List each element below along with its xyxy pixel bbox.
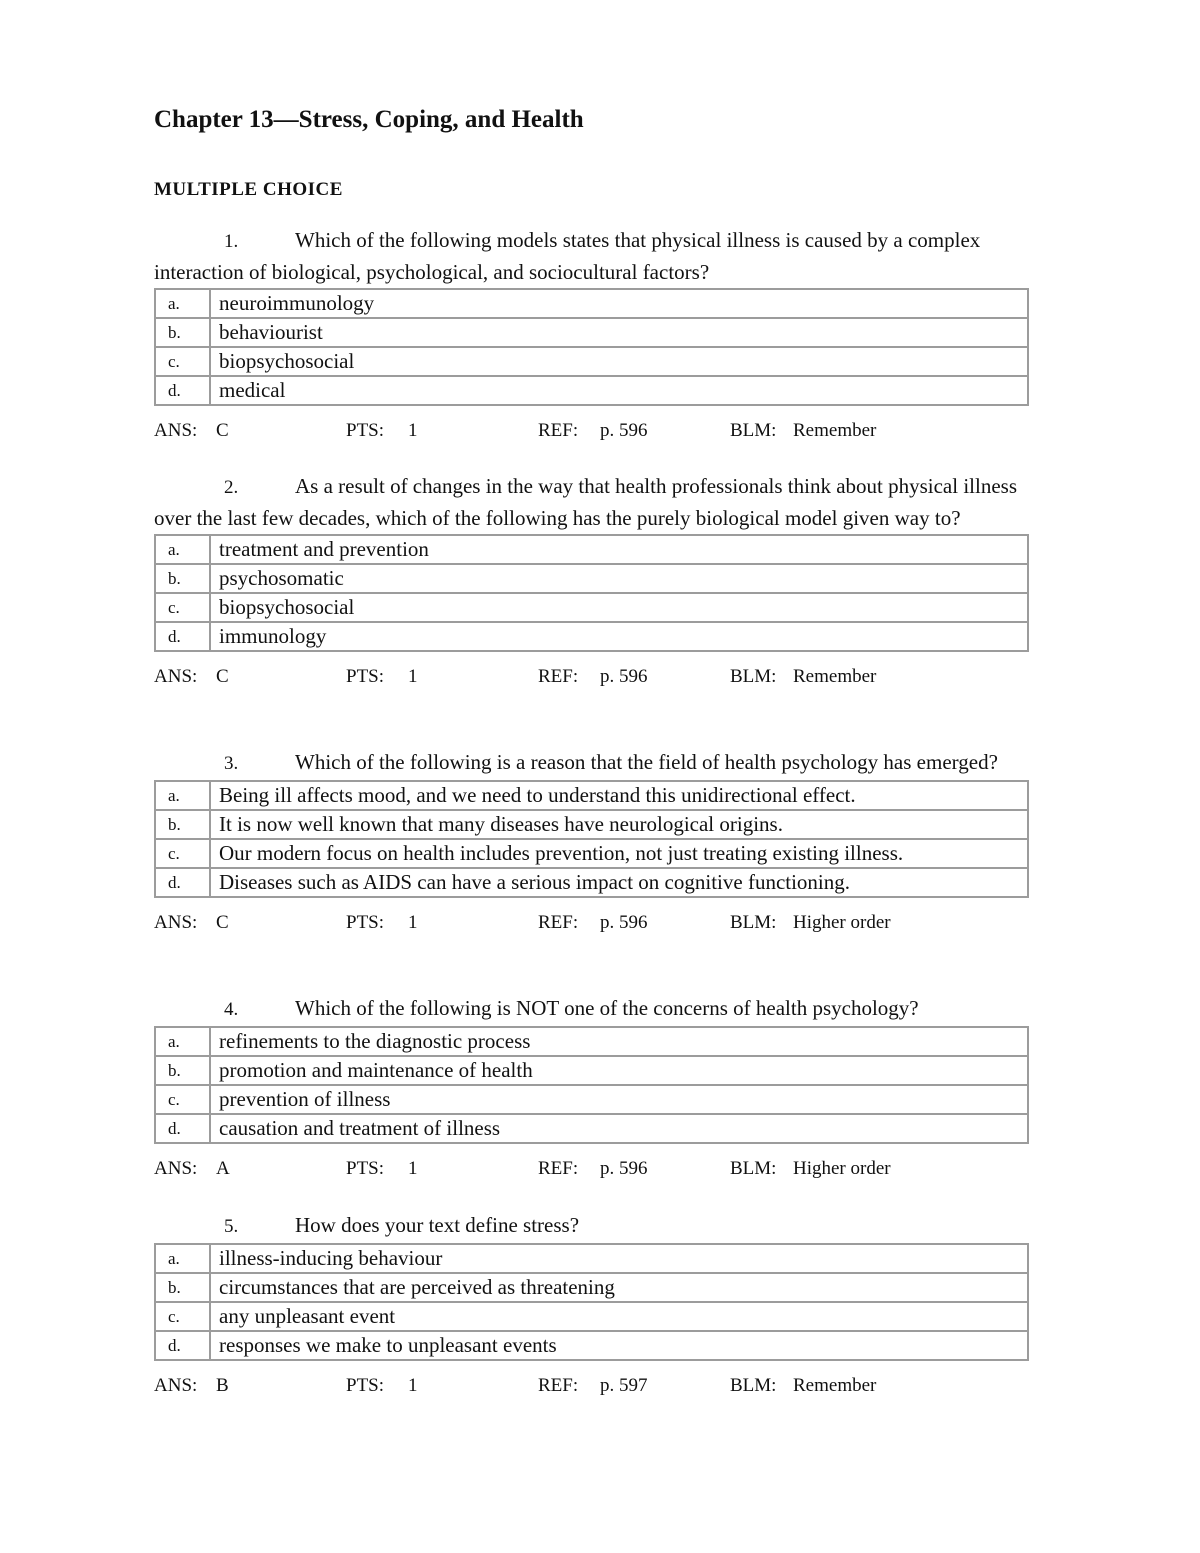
ref-label: REF: [538, 1158, 579, 1179]
answer-metadata [154, 1375, 1054, 1405]
choice-text: Our modern focus on health includes prevention, not just treating existing illness. [210, 839, 1028, 868]
choice-text: Being ill affects mood, and we need to understand this unidirectional effect. [210, 781, 1028, 810]
blm-label: BLM: [730, 912, 777, 933]
choice-letter: a. [155, 535, 210, 564]
question-stem [154, 1210, 1054, 1242]
choice-letter: c. [155, 1302, 210, 1331]
question-5 [154, 1210, 1054, 1405]
choice-text: circumstances that are perceived as threatening [210, 1273, 1028, 1302]
ans-label: ANS: [154, 420, 198, 441]
question-text: Which of the following models states that physical illness is caused by a complex interaction of biological, psychological, and sociocultural factors? [154, 228, 981, 284]
choice-letter: d. [155, 1114, 210, 1143]
blm-value: Higher order [793, 1158, 891, 1179]
ref-label: REF: [538, 420, 579, 441]
choice-text: responses we make to unpleasant events [210, 1331, 1028, 1360]
choice-text: psychosomatic [210, 564, 1028, 593]
ref-label: REF: [538, 1375, 579, 1396]
pts-label: PTS: [346, 420, 385, 441]
choice-row [155, 1302, 1028, 1331]
ref-value: p. 596 [600, 666, 648, 687]
choices-table [154, 1243, 1029, 1361]
choice-letter: a. [155, 781, 210, 810]
choice-text: any unpleasant event [210, 1302, 1028, 1331]
question-4 [154, 993, 1054, 1188]
choice-row [155, 564, 1028, 593]
choice-letter: c. [155, 593, 210, 622]
choice-letter: d. [155, 1331, 210, 1360]
choice-letter: a. [155, 1244, 210, 1273]
choices-table [154, 780, 1029, 898]
question-stem [154, 993, 1054, 1025]
question-text: Which of the following is NOT one of the concerns of health psychology? [295, 996, 919, 1020]
choice-row [155, 1244, 1028, 1273]
ans-value: C [216, 420, 229, 441]
ans-label: ANS: [154, 1375, 198, 1396]
ref-label: REF: [538, 666, 579, 687]
ans-value: A [216, 1158, 230, 1179]
choice-row [155, 535, 1028, 564]
question-number: 3. [224, 753, 239, 774]
choice-row [155, 1056, 1028, 1085]
choice-row [155, 810, 1028, 839]
pts-label: PTS: [346, 1158, 385, 1179]
choice-row [155, 1273, 1028, 1302]
section-heading: MULTIPLE CHOICE [154, 179, 343, 200]
question-text: Which of the following is a reason that the field of health psychology has emerged? [295, 750, 998, 774]
choice-row [155, 376, 1028, 405]
choice-row [155, 1085, 1028, 1114]
answer-metadata [154, 420, 1054, 450]
choice-text: prevention of illness [210, 1085, 1028, 1114]
blm-value: Remember [793, 420, 877, 441]
choice-letter: d. [155, 868, 210, 897]
question-1 [154, 225, 1054, 450]
question-stem [154, 225, 1054, 287]
choice-text: It is now well known that many diseases have neurological origins. [210, 810, 1028, 839]
choice-row [155, 318, 1028, 347]
choice-row [155, 1331, 1028, 1360]
blm-value: Remember [793, 666, 877, 687]
question-2 [154, 471, 1054, 696]
choices-table [154, 534, 1029, 652]
choice-row [155, 593, 1028, 622]
choice-row [155, 1114, 1028, 1143]
choice-letter: c. [155, 1085, 210, 1114]
question-number: 1. [224, 231, 239, 252]
ans-label: ANS: [154, 666, 198, 687]
blm-value: Higher order [793, 912, 891, 933]
question-stem [154, 747, 1054, 779]
choice-row [155, 781, 1028, 810]
choice-letter: b. [155, 564, 210, 593]
choice-letter: c. [155, 347, 210, 376]
question-text: How does your text define stress? [295, 1213, 580, 1237]
choice-text: immunology [210, 622, 1028, 651]
pts-label: PTS: [346, 912, 385, 933]
choice-letter: b. [155, 1056, 210, 1085]
ans-value: B [216, 1375, 229, 1396]
blm-label: BLM: [730, 666, 777, 687]
choice-text: illness-inducing behaviour [210, 1244, 1028, 1273]
choice-row [155, 289, 1028, 318]
pts-value: 1 [408, 912, 418, 933]
choice-letter: c. [155, 839, 210, 868]
ref-value: p. 597 [600, 1375, 648, 1396]
choice-letter: b. [155, 1273, 210, 1302]
ans-label: ANS: [154, 912, 198, 933]
question-text: As a result of changes in the way that health professionals think about physical illness over the last few decades, which of the following has the purely biological model given way to? [154, 474, 1018, 530]
choice-letter: a. [155, 289, 210, 318]
ans-value: C [216, 666, 229, 687]
blm-label: BLM: [730, 1375, 777, 1396]
choice-row [155, 347, 1028, 376]
choice-row [155, 1027, 1028, 1056]
blm-label: BLM: [730, 1158, 777, 1179]
pts-label: PTS: [346, 1375, 385, 1396]
answer-metadata [154, 666, 1054, 696]
blm-label: BLM: [730, 420, 777, 441]
choice-text: medical [210, 376, 1028, 405]
pts-value: 1 [408, 1158, 418, 1179]
ans-value: C [216, 912, 229, 933]
answer-metadata [154, 912, 1054, 942]
answer-metadata [154, 1158, 1054, 1188]
chapter-title: Chapter 13—Stress, Coping, and Health [154, 106, 584, 133]
choice-text: refinements to the diagnostic process [210, 1027, 1028, 1056]
choices-table [154, 288, 1029, 406]
ref-value: p. 596 [600, 912, 648, 933]
choice-text: neuroimmunology [210, 289, 1028, 318]
choice-text: treatment and prevention [210, 535, 1028, 564]
choice-row [155, 839, 1028, 868]
choice-row [155, 868, 1028, 897]
ref-value: p. 596 [600, 420, 648, 441]
question-3 [154, 747, 1054, 942]
choice-text: promotion and maintenance of health [210, 1056, 1028, 1085]
choice-text: biopsychosocial [210, 593, 1028, 622]
question-stem [154, 471, 1054, 533]
choice-letter: b. [155, 318, 210, 347]
choice-text: behaviourist [210, 318, 1028, 347]
choice-text: Diseases such as AIDS can have a serious impact on cognitive functioning. [210, 868, 1028, 897]
ref-value: p. 596 [600, 1158, 648, 1179]
choice-text: biopsychosocial [210, 347, 1028, 376]
pts-value: 1 [408, 1375, 418, 1396]
question-number: 4. [224, 999, 239, 1020]
ans-label: ANS: [154, 1158, 198, 1179]
choice-letter: a. [155, 1027, 210, 1056]
choices-table [154, 1026, 1029, 1144]
choice-letter: d. [155, 622, 210, 651]
choice-letter: b. [155, 810, 210, 839]
choice-text: causation and treatment of illness [210, 1114, 1028, 1143]
question-number: 5. [224, 1216, 239, 1237]
question-number: 2. [224, 477, 239, 498]
choice-letter: d. [155, 376, 210, 405]
ref-label: REF: [538, 912, 579, 933]
choice-row [155, 622, 1028, 651]
blm-value: Remember [793, 1375, 877, 1396]
pts-value: 1 [408, 666, 418, 687]
pts-value: 1 [408, 420, 418, 441]
pts-label: PTS: [346, 666, 385, 687]
